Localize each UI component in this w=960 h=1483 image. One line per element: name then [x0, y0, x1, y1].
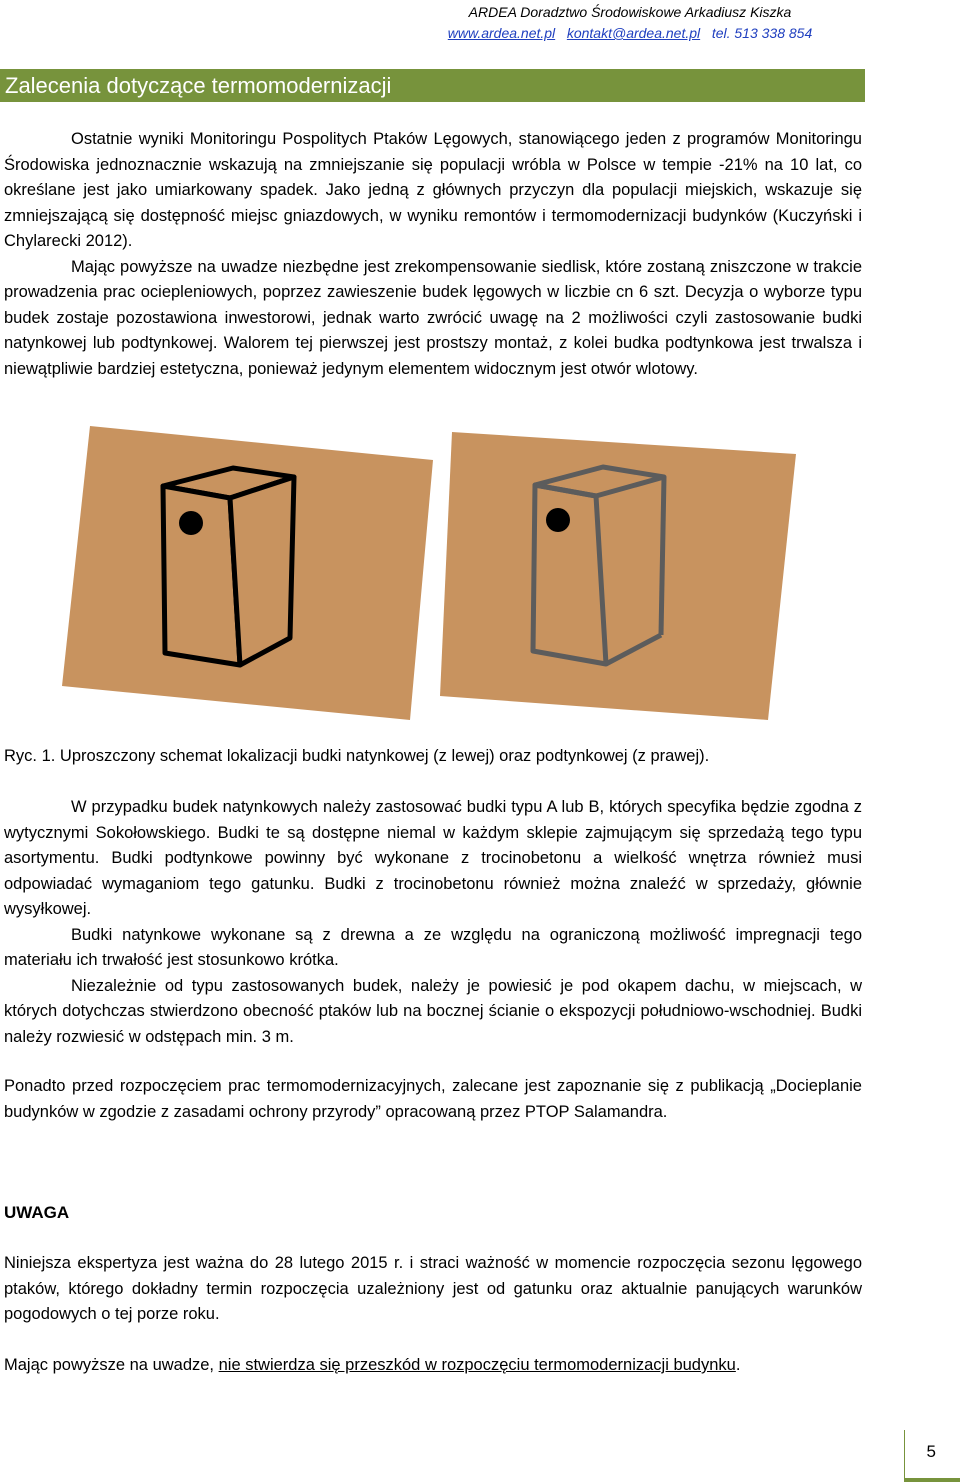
email-link[interactable]: kontakt@ardea.net.pl — [566, 25, 701, 41]
page-number: 5 — [926, 1442, 936, 1461]
page-number-box — [904, 1430, 960, 1482]
paragraph-compensation: Mając powyższe na uwadze niezbędne jest zrekompensowanie siedlisk, które zostaną zniszczone w trakcie prowadzenia prac ociepleniowych, poprzez zawieszenie budek lęgowych w liczbie cn 6 szt. Decyzja o wyborze typu budek zostaje pozostawiona inwestorowi, jednak warto zwrócić uwagę na 2 możliwości czyli zastosowanie budki natynkowej lub podtynkowej. Walorem tej pierwszej jest prostszy montaż, z kolei budka podtynkowa jest trwalsza i niewątpliwie bardziej estetyczna, ponieważ jedynym elementem widocznym jest otwór wlotowy. — [4, 257, 862, 378]
website-link[interactable]: www.ardea.net.pl — [447, 25, 556, 41]
paragraph-placement: Niezależnie od typu zastosowanych budek, należy je powiesić je pod okapem dachu, w miejscach, w których dotychczas stwierdzono obecność ptaków lub na bocznej ścianie o ekspozycji południowo-wschodniej. Budki należy rozwiesić w odstępach min. 3 m. — [4, 976, 862, 1046]
paragraph-intro: Ostatnie wyniki Monitoringu Pospolitych Ptaków Lęgowych, stanowiącego jeden z programów Monitoringu Środowiska jednoznacznie wskazują na zmniejszanie się populacji wróbla w Polsce w tempie -21% na 10 lat, co określane jest jako umiarkowany spadek. Jako jedną z głównych przyczyn dla populacji miejskich, wskazuje się zmniejszającą się dostępność miejsc gniazdowych, w wyniku remontów i termomodernizacji budynków (Kuczyński i Chylarecki 2012). — [4, 130, 862, 250]
notice-heading: UWAGA — [4, 1203, 70, 1222]
left-box-entrance-hole — [179, 511, 203, 535]
figure-caption: Ryc. 1. Uproszczony schemat lokalizacji budki natynkowej (z lewej) oraz podtynkowej (z prawej). — [4, 747, 710, 765]
paragraph-surface-boxes: W przypadku budek natynkowych należy zastosować budki typu A lub B, których specyfika będzie zgodna z wytycznymi Sokołowskiego. Budki te są dostępne niemal w każdym sklepie zajmującym się sprzedażą tego typu asortymentu. Budki podtynkowe powinny być wykonane z trocinobetonu a wielkość wnętrza również musi odpowiadać wymaganiom tego gatunku. Budki z trocinobetonu również można znaleźć w sprzedaży, głównie wysyłkowej. — [4, 798, 862, 918]
conclusion-statement: nie stwierdza się przeszkód w rozpoczęciu termomodernizacji budynku — [218, 1356, 736, 1374]
paragraph-publication: Ponadto przed rozpoczęciem prac termomodernizacyjnych, zalecane jest zapoznanie się z publikacją „Docieplanie budynków w zgodzie z zasadami ochrony przyrody” opracowaną przez PTOP Salamandra. — [4, 1077, 862, 1121]
section-title-banner: Zalecenia dotyczące termomodernizacji — [0, 69, 865, 102]
contact-line — [0, 23, 960, 44]
paragraph-conclusion — [4, 1353, 862, 1379]
right-box-entrance-hole — [546, 508, 570, 532]
conclusion-text-block — [4, 1353, 862, 1379]
company-name: ARDEA Doradztwo Środowiskowe Arkadiusz Kiszka — [468, 4, 792, 20]
notice-text-block — [4, 1251, 862, 1328]
conclusion-end: . — [735, 1356, 741, 1374]
recommendations-text-block — [4, 795, 862, 1050]
surface-mounted-box-illustration — [163, 468, 294, 665]
nest-box-figure — [0, 420, 960, 730]
phone-number: tel. 513 338 854 — [711, 25, 813, 41]
page-number-bar — [905, 1478, 960, 1482]
conclusion-lead: Mając powyższe na uwadze, — [4, 1356, 219, 1374]
paragraph-wood-boxes: Budki natynkowe wykonane są z drewna a ze względu na ograniczoną możliwość impregnacji tego materiału ich trwałość jest stosunkowo krótka. — [4, 925, 862, 969]
paragraph-validity: Niniejsza ekspertyza jest ważna do 28 lutego 2015 r. i straci ważność w momencie rozpoczęcia sezonu lęgowego ptaków, którego dokładny termin rozpoczęcia uzależniony jest od gatunku oraz aktualnie panujących warunków pogodowych o tej porze roku. — [4, 1254, 862, 1323]
page-header — [0, 2, 960, 44]
publication-text-block — [4, 1074, 862, 1125]
right-wall-illustration — [440, 432, 796, 720]
intro-text-block — [4, 127, 862, 382]
